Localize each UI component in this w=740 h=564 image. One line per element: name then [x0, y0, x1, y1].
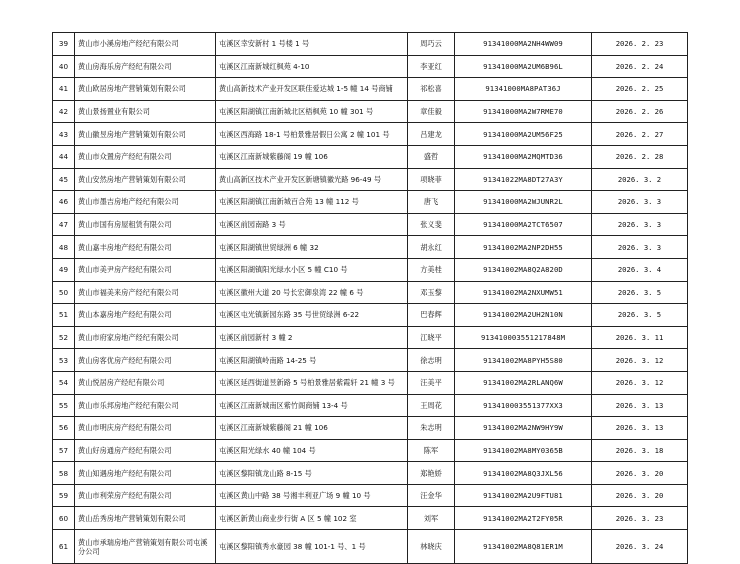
- company-name: 黄山市利荣房产经纪有限公司: [75, 484, 216, 507]
- row-number: 46: [53, 191, 75, 214]
- company-address: 黄山高新技术产业开发区联佳爱达城 1-5 幢 14 号商铺: [216, 78, 408, 101]
- company-address: 屯溪区黎阳镇秀水豪园 38 幢 101-1 号、1 号: [216, 530, 408, 564]
- company-address: 屯溪区延西街道昱新路 5 号柏景雅居紫霞轩 21 幢 3 号: [216, 371, 408, 394]
- contact-person: 刘军: [408, 507, 455, 530]
- row-number: 43: [53, 123, 75, 146]
- row-number: 40: [53, 55, 75, 78]
- company-address: 屯溪区幸安新村 1 号楼 1 号: [216, 33, 408, 56]
- credit-code: 91341002MA2RLANQ6W: [455, 371, 592, 394]
- credit-code: 91341002MA8PYH5S80: [455, 349, 592, 372]
- row-number: 50: [53, 281, 75, 304]
- company-name: 黄山悦居房产经纪有限公司: [75, 371, 216, 394]
- contact-person: 王周花: [408, 394, 455, 417]
- table-row: [53, 462, 688, 485]
- row-number: 60: [53, 507, 75, 530]
- credit-code: 91341000MA2WJUNR2L: [455, 191, 592, 214]
- company-name: 黄山市国有房屋租赁有限公司: [75, 213, 216, 236]
- record-date: 2026. 3. 3: [592, 213, 688, 236]
- company-address: 屯溪区江南新城南区紫竹阁商铺 13-4 号: [216, 394, 408, 417]
- company-name: 黄山徽昱房地产营销策划有限公司: [75, 123, 216, 146]
- record-date: 2026. 3. 2: [592, 168, 688, 191]
- company-address: 屯溪区黎阳镇龙山路 8-15 号: [216, 462, 408, 485]
- row-number: 56: [53, 417, 75, 440]
- row-number: 47: [53, 213, 75, 236]
- company-address: 屯溪区阳湖镇江南新城北区梧枫苑 10 幢 301 号: [216, 100, 408, 123]
- table-row: [53, 213, 688, 236]
- contact-person: 章佳毅: [408, 100, 455, 123]
- table-row: [53, 439, 688, 462]
- company-name: 黄山景扬置业有限公司: [75, 100, 216, 123]
- record-date: 2026. 3. 20: [592, 462, 688, 485]
- contact-person: 徐志明: [408, 349, 455, 372]
- company-address: 屯溪区阳湖镇世贸绿洲 6 幢 32: [216, 236, 408, 259]
- row-number: 58: [53, 462, 75, 485]
- company-name: 黄山市美尹房产经纪有限公司: [75, 258, 216, 281]
- company-address: 屯溪区阳湖镇江南新城百合苑 13 幢 112 号: [216, 191, 408, 214]
- table-row: [53, 145, 688, 168]
- contact-person: 汪金华: [408, 484, 455, 507]
- record-date: 2026. 3. 23: [592, 507, 688, 530]
- table-row: [53, 236, 688, 259]
- contact-person: 唐飞: [408, 191, 455, 214]
- record-date: 2026. 3. 13: [592, 417, 688, 440]
- company-name: 黄山房客优房产经纪有限公司: [75, 349, 216, 372]
- company-name: 黄山市福美来房产经纪有限公司: [75, 281, 216, 304]
- table-row: [53, 100, 688, 123]
- table-row: [53, 258, 688, 281]
- credit-code: 913410003551217848M: [455, 326, 592, 349]
- credit-code: 91341000MA2UM6B96L: [455, 55, 592, 78]
- company-name: 黄山欧居房地产营销策划有限公司: [75, 78, 216, 101]
- credit-code: 91341002MA8Q2A820D: [455, 258, 592, 281]
- row-number: 42: [53, 100, 75, 123]
- credit-code: 91341000MA2UM56F25: [455, 123, 592, 146]
- company-name: 黄山好房通房产经纪有限公司: [75, 439, 216, 462]
- contact-person: 项晓菲: [408, 168, 455, 191]
- record-date: 2026. 3. 3: [592, 236, 688, 259]
- company-address: 屯溪区前园南路 3 号: [216, 213, 408, 236]
- registration-table: [52, 32, 688, 564]
- table-row: [53, 304, 688, 327]
- credit-code: 91341002MA8Q81ER1M: [455, 530, 592, 564]
- credit-code: 91341000MA2W7RME70: [455, 100, 592, 123]
- company-name: 黄山市明庆房产经纪有限公司: [75, 417, 216, 440]
- row-number: 39: [53, 33, 75, 56]
- row-number: 61: [53, 530, 75, 564]
- company-address: 屯溪区江南新城紫藤阁 21 幢 106: [216, 417, 408, 440]
- company-name: 黄山房海乐房产经纪有限公司: [75, 55, 216, 78]
- table-row: [53, 371, 688, 394]
- company-name: 黄山岳秀房地产营销策划有限公司: [75, 507, 216, 530]
- company-address: 黄山高新区技术产业开发区新塘镇徽光路 96-49 号: [216, 168, 408, 191]
- table-row: [53, 394, 688, 417]
- table-row: [53, 123, 688, 146]
- contact-person: 巴春辉: [408, 304, 455, 327]
- contact-person: 胡永红: [408, 236, 455, 259]
- contact-person: 张义斐: [408, 213, 455, 236]
- credit-code: 91341002MA8MY0365B: [455, 439, 592, 462]
- contact-person: 盛哲: [408, 145, 455, 168]
- record-date: 2026. 3. 20: [592, 484, 688, 507]
- table-row: [53, 281, 688, 304]
- row-number: 55: [53, 394, 75, 417]
- contact-person: 朱志明: [408, 417, 455, 440]
- record-date: 2026. 3. 3: [592, 191, 688, 214]
- company-name: 黄山市府家房地产经纪有限公司: [75, 326, 216, 349]
- contact-person: 吕建龙: [408, 123, 455, 146]
- company-address: 屯溪区江南新城红枫苑 4-10: [216, 55, 408, 78]
- company-name: 黄山市众置房产经纪有限公司: [75, 145, 216, 168]
- company-address: 屯溪区西海路 18-1 号柏景雅居假日公寓 2 幢 101 号: [216, 123, 408, 146]
- company-address: 屯溪区阳湖镇岭南路 14-25 号: [216, 349, 408, 372]
- record-date: 2026. 3. 12: [592, 371, 688, 394]
- company-name: 黄山市承瑞房地产营销策划有限公司屯溪分公司: [75, 530, 216, 564]
- company-address: 屯溪区屯光镇新园东路 35 号世贸绿洲 6-22: [216, 304, 408, 327]
- record-date: 2026. 2. 24: [592, 55, 688, 78]
- record-date: 2026. 3. 11: [592, 326, 688, 349]
- company-name: 黄山市墨吉房地产经纪有限公司: [75, 191, 216, 214]
- credit-code: 91341000MA8PAT36J: [455, 78, 592, 101]
- company-address: 屯溪区阳湖镇阳光绿水小区 5 幢 C10 号: [216, 258, 408, 281]
- contact-person: 邓玉黎: [408, 281, 455, 304]
- record-date: 2026. 3. 4: [592, 258, 688, 281]
- contact-person: 江晓平: [408, 326, 455, 349]
- row-number: 49: [53, 258, 75, 281]
- table-row: [53, 349, 688, 372]
- company-name: 黄山市乐邦房地产经纪有限公司: [75, 394, 216, 417]
- contact-person: 方美桂: [408, 258, 455, 281]
- credit-code: 913410003551377XX3: [455, 394, 592, 417]
- contact-person: 李亚红: [408, 55, 455, 78]
- row-number: 54: [53, 371, 75, 394]
- row-number: 48: [53, 236, 75, 259]
- record-date: 2026. 3. 13: [592, 394, 688, 417]
- table-row: [53, 55, 688, 78]
- row-number: 51: [53, 304, 75, 327]
- table-row: [53, 417, 688, 440]
- table-row: [53, 78, 688, 101]
- record-date: 2026. 2. 27: [592, 123, 688, 146]
- record-date: 2026. 2. 28: [592, 145, 688, 168]
- record-date: 2026. 2. 23: [592, 33, 688, 56]
- credit-code: 91341000MA2TCT6507: [455, 213, 592, 236]
- company-address: 屯溪区新黄山商业步行街 A 区 5 幢 102 室: [216, 507, 408, 530]
- contact-person: 祁松喜: [408, 78, 455, 101]
- company-name: 黄山市小溪房地产经纪有限公司: [75, 33, 216, 56]
- table-body: [53, 33, 688, 564]
- credit-code: 91341022MA8DT27A3Y: [455, 168, 592, 191]
- credit-code: 91341002MA2NP2DH55: [455, 236, 592, 259]
- company-address: 屯溪区阳光绿水 40 幢 104 号: [216, 439, 408, 462]
- credit-code: 91341002MA2UH2N10N: [455, 304, 592, 327]
- company-address: 屯溪区前园新村 3 幢 2: [216, 326, 408, 349]
- credit-code: 91341002MA2T2FY05R: [455, 507, 592, 530]
- contact-person: 郑艳娇: [408, 462, 455, 485]
- row-number: 53: [53, 349, 75, 372]
- table-row: [53, 33, 688, 56]
- table-row: [53, 484, 688, 507]
- contact-person: 林晓庆: [408, 530, 455, 564]
- company-name: 黄山安然房地产营销策划有限公司: [75, 168, 216, 191]
- company-name: 黄山知遇房地产经纪有限公司: [75, 462, 216, 485]
- company-address: 屯溪区江南新城紫藤阁 19 幢 106: [216, 145, 408, 168]
- contact-person: 汪美平: [408, 371, 455, 394]
- row-number: 52: [53, 326, 75, 349]
- table-row: [53, 507, 688, 530]
- row-number: 59: [53, 484, 75, 507]
- record-date: 2026. 3. 24: [592, 530, 688, 564]
- company-address: 屯溪区徽州大道 20 号长宏御泉湾 22 幢 6 号: [216, 281, 408, 304]
- record-date: 2026. 3. 12: [592, 349, 688, 372]
- row-number: 45: [53, 168, 75, 191]
- contact-person: 陈军: [408, 439, 455, 462]
- company-address: 屯溪区黄山中路 38 号湘丰利亚广场 9 幢 10 号: [216, 484, 408, 507]
- company-name: 黄山嘉丰房地产经纪有限公司: [75, 236, 216, 259]
- contact-person: 周巧云: [408, 33, 455, 56]
- table-row: [53, 326, 688, 349]
- record-date: 2026. 2. 25: [592, 78, 688, 101]
- table-row: [53, 168, 688, 191]
- row-number: 41: [53, 78, 75, 101]
- record-date: 2026. 2. 26: [592, 100, 688, 123]
- table-row: [53, 191, 688, 214]
- credit-code: 91341002MA2U9FTU81: [455, 484, 592, 507]
- record-date: 2026. 3. 5: [592, 281, 688, 304]
- table-row: [53, 530, 688, 564]
- credit-code: 91341002MA2NW9HY9W: [455, 417, 592, 440]
- credit-code: 91341002MA8Q3JXL56: [455, 462, 592, 485]
- credit-code: 91341002MA2NXUMW51: [455, 281, 592, 304]
- credit-code: 91341000MA2MQMTD36: [455, 145, 592, 168]
- row-number: 44: [53, 145, 75, 168]
- record-date: 2026. 3. 18: [592, 439, 688, 462]
- record-date: 2026. 3. 5: [592, 304, 688, 327]
- row-number: 57: [53, 439, 75, 462]
- credit-code: 91341000MA2NH4WW09: [455, 33, 592, 56]
- company-name: 黄山本嘉房地产经纪有限公司: [75, 304, 216, 327]
